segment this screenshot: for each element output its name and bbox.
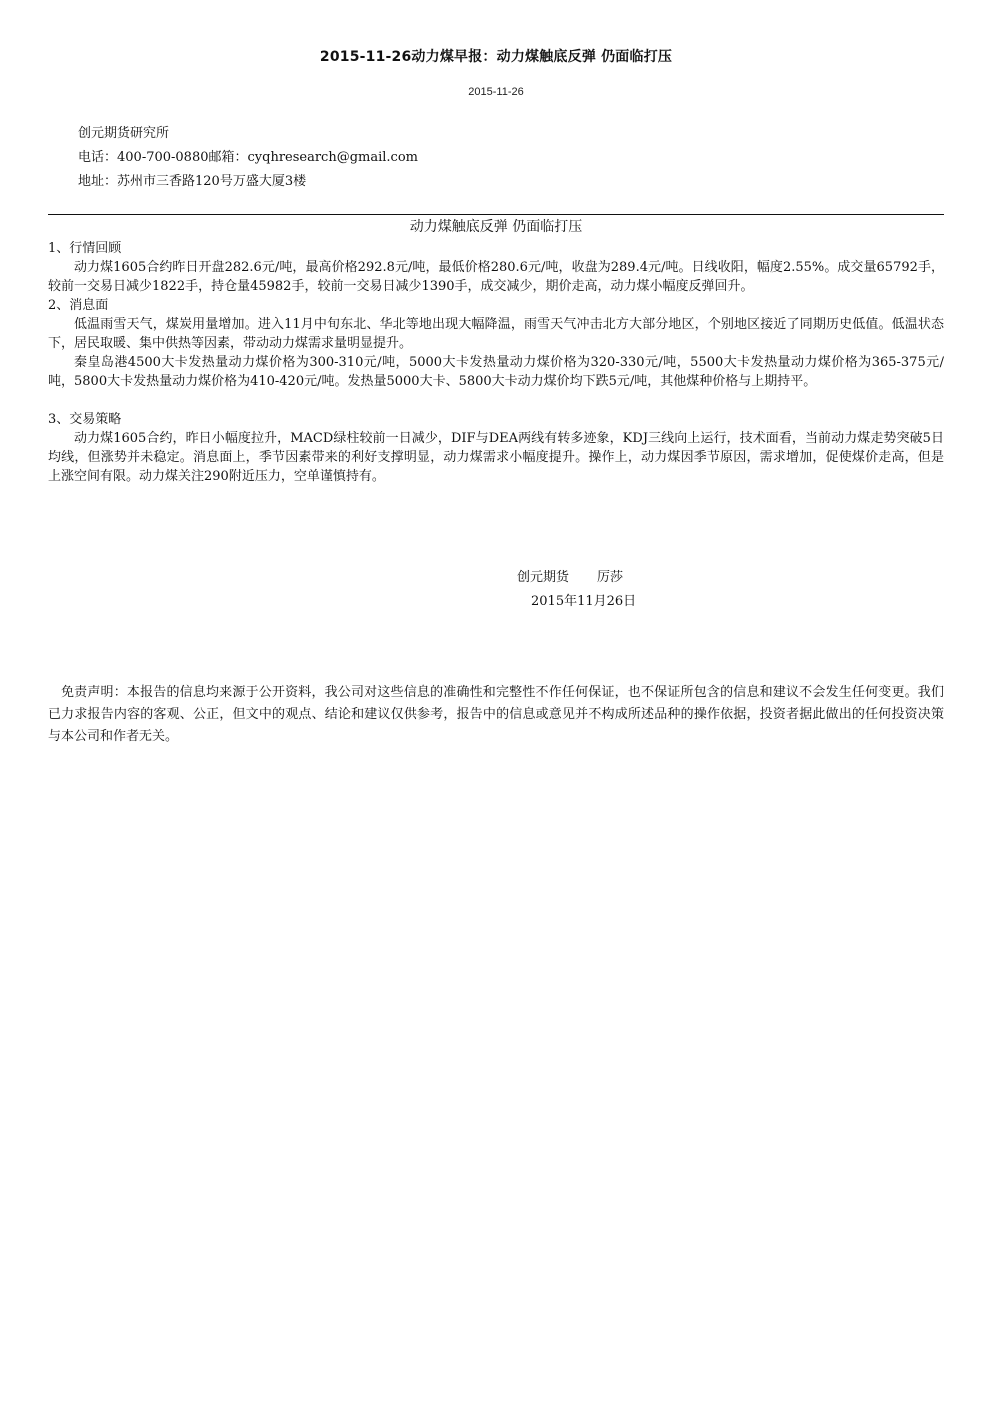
news-paragraph-1: 低温雨雪天气，煤炭用量增加。进入11月中旬东北、华北等地出现大幅降温，雨雪天气冲击北方大部分地区，个别地区接近了同期历史低值。低温状态下，居民取暖、集中供热等因素，带动动力煤需求量明显提升。 — [48, 317, 944, 351]
phone-email-line: 电话：400-700-0880邮箱：cyqhresearch@gmail.com — [78, 150, 418, 165]
report-body — [48, 239, 944, 486]
address-line: 地址：苏州市三香路120号万盛大厦3楼 — [78, 174, 307, 189]
section-heading-review: 1、行情回顾 — [48, 241, 122, 256]
contact-block — [78, 122, 418, 194]
report-subtitle: 动力煤触底反弹 仍面临打压 — [409, 219, 583, 235]
news-paragraph-2: 秦皇岛港4500大卡发热量动力煤价格为300-310元/吨，5000大卡发热量动力煤价格为320-330元/吨，5500大卡发热量动力煤价格为365-375元/吨，5800大卡发热量动力煤价格为410-420元/吨。发热量5000大卡、5800大卡动力煤价均下跌5元/吨，其他煤种价格与上期持平。 — [48, 355, 944, 389]
document-date: 2015-11-26 — [468, 86, 524, 98]
disclaimer-text: 免责声明：本报告的信息均来源于公开资料，我公司对这些信息的准确性和完整性不作任何保证，也不保证所包含的信息和建议不会发生任何变更。我们已力求报告内容的客观、公正，但文中的观点、结论和建议仅供参考，报告中的信息或意见并不构成所述品种的操作依据，投资者据此做出的任何投资决策与本公司和作者无关。 — [48, 685, 944, 744]
signature-author: 厉莎 — [597, 570, 624, 585]
review-paragraph: 动力煤1605合约昨日开盘282.6元/吨，最高价格292.8元/吨，最低价格280.6元/吨，收盘为289.4元/吨。日线收阳，幅度2.55%。成交量65792手，较前一交易日减少1822手，持仓量45982手，较前一交易日减少1390手，成交减少，期价走高，动力煤小幅度反弹回升。 — [48, 260, 944, 294]
section-spacer — [48, 391, 944, 410]
signature-block — [517, 566, 636, 614]
document-title: 2015-11-26动力煤早报：动力煤触底反弹 仍面临打压 — [319, 49, 673, 65]
signature-date: 2015年11月26日 — [531, 594, 637, 609]
signature-company: 创元期货 — [517, 570, 570, 585]
section-heading-strategy: 3、交易策略 — [48, 412, 122, 427]
header-divider — [48, 214, 944, 215]
organization-name: 创元期货研究所 — [78, 126, 170, 141]
signature-line — [517, 566, 636, 590]
strategy-paragraph: 动力煤1605合约，昨日小幅度拉升，MACD绿柱较前一日减少，DIF与DEA两线有转多迹象，KDJ三线向上运行，技术面看，当前动力煤走势突破5日均线，但涨势并未稳定。消息面上，季节因素带来的利好支撑明显，动力煤需求小幅度提升。操作上，动力煤因季节原因，需求增加，促使煤价走高，但是上涨空间有限。动力煤关注290附近压力，空单谨慎持有。 — [48, 431, 944, 484]
section-heading-news: 2、消息面 — [48, 298, 109, 313]
